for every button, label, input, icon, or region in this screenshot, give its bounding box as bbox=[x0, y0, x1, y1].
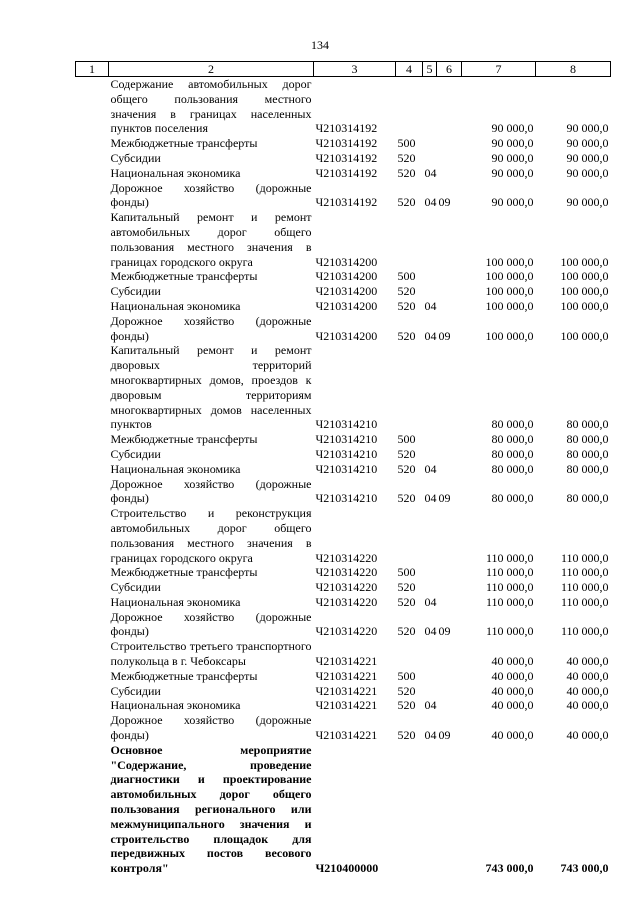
table-row bbox=[76, 210, 611, 269]
row-expense-type: 520 bbox=[397, 150, 416, 165]
index-cell bbox=[76, 343, 109, 432]
row-section bbox=[423, 565, 437, 580]
table-row bbox=[76, 181, 611, 211]
index-cell bbox=[76, 166, 109, 181]
row-amount-1: 90 000,0 bbox=[491, 136, 534, 151]
row-section bbox=[423, 447, 437, 462]
row-section bbox=[423, 684, 437, 699]
index-cell bbox=[76, 743, 109, 876]
row-target-code: Ч210314192 bbox=[315, 136, 378, 151]
index-cell bbox=[76, 181, 109, 211]
row-expense-type: 520 bbox=[397, 165, 416, 180]
row-amount-2: 40 000,0 bbox=[566, 683, 609, 698]
row-amount-2: 110 000,0 bbox=[560, 594, 609, 609]
row-section: 04 bbox=[424, 728, 437, 743]
index-cell bbox=[76, 284, 109, 299]
row-amount-1: 100 000,0 bbox=[485, 284, 534, 299]
row-target-code: Ч210314200 bbox=[315, 269, 378, 284]
row-target-code: Ч210314220 bbox=[315, 624, 378, 639]
row-target-code: Ч210314221 bbox=[315, 654, 378, 669]
row-amount-1: 110 000,0 bbox=[485, 580, 534, 595]
row-expense-type bbox=[396, 743, 423, 876]
row-section bbox=[423, 639, 437, 669]
row-section: 04 bbox=[424, 698, 437, 713]
table-row bbox=[76, 610, 611, 640]
row-expense-type: 500 bbox=[397, 269, 416, 284]
row-amount-1: 110 000,0 bbox=[485, 565, 534, 580]
table-row bbox=[76, 506, 611, 565]
row-subsection: 09 bbox=[438, 328, 451, 343]
table-row bbox=[76, 698, 611, 713]
row-subsection bbox=[437, 698, 462, 713]
row-amount-2: 90 000,0 bbox=[566, 150, 609, 165]
row-subsection bbox=[437, 284, 462, 299]
row-amount-1: 110 000,0 bbox=[485, 594, 534, 609]
row-expense-type: 520 bbox=[397, 284, 416, 299]
row-amount-2: 80 000,0 bbox=[566, 417, 609, 432]
row-section: 04 bbox=[424, 461, 437, 476]
row-section bbox=[423, 743, 437, 876]
row-name: Субсидии bbox=[110, 446, 161, 461]
table-row bbox=[76, 432, 611, 447]
row-name: Субсидии bbox=[110, 284, 161, 299]
row-expense-type bbox=[396, 210, 423, 269]
row-target-code: Ч210314220 bbox=[315, 565, 378, 580]
row-subsection bbox=[437, 299, 462, 314]
row-name: Межбюджетные трансферты bbox=[110, 136, 258, 151]
table-header-row bbox=[76, 62, 611, 77]
row-amount-1: 80 000,0 bbox=[491, 417, 534, 432]
row-amount-2: 40 000,0 bbox=[566, 654, 609, 669]
row-amount-1: 40 000,0 bbox=[491, 683, 534, 698]
row-section bbox=[423, 77, 437, 137]
row-amount-1: 100 000,0 bbox=[485, 254, 534, 269]
page-number: 134 bbox=[311, 38, 329, 52]
row-target-code: Ч210314192 bbox=[315, 195, 378, 210]
header-col-4: 4 bbox=[396, 62, 423, 77]
table-body bbox=[76, 77, 611, 877]
index-cell bbox=[76, 698, 109, 713]
row-target-code: Ч210314210 bbox=[315, 446, 378, 461]
row-subsection: 09 bbox=[438, 728, 451, 743]
row-amount-1: 80 000,0 bbox=[491, 461, 534, 476]
row-amount-2: 80 000,0 bbox=[566, 491, 609, 506]
row-name: Субсидии bbox=[110, 683, 161, 698]
header-col-1: 1 bbox=[76, 62, 109, 77]
row-target-code: Ч210314220 bbox=[315, 550, 378, 565]
row-name: Дорожное хозяйство (дорожные фонды) bbox=[110, 476, 312, 506]
index-cell bbox=[76, 447, 109, 462]
row-amount-1: 743 000,0 bbox=[485, 861, 534, 876]
row-name: Субсидии bbox=[110, 150, 161, 165]
row-subsection bbox=[437, 669, 462, 684]
table-row bbox=[76, 269, 611, 284]
row-subsection bbox=[437, 506, 462, 565]
table-row bbox=[76, 477, 611, 507]
row-amount-2: 110 000,0 bbox=[560, 565, 609, 580]
row-target-code: Ч210314210 bbox=[315, 491, 378, 506]
row-amount-2: 100 000,0 bbox=[560, 254, 609, 269]
row-section bbox=[423, 343, 437, 432]
index-cell bbox=[76, 151, 109, 166]
row-name: Капитальный ремонт и ремонт автомобильных дорог общего пользования местного значения в границах городского округа bbox=[110, 210, 312, 269]
row-subsection bbox=[437, 432, 462, 447]
row-amount-2: 40 000,0 bbox=[566, 728, 609, 743]
table-row bbox=[76, 639, 611, 669]
row-name: Национальная экономика bbox=[110, 594, 241, 609]
row-section bbox=[423, 210, 437, 269]
table-row bbox=[76, 595, 611, 610]
row-amount-2: 90 000,0 bbox=[566, 195, 609, 210]
index-cell bbox=[76, 713, 109, 743]
row-amount-1: 100 000,0 bbox=[485, 269, 534, 284]
index-cell bbox=[76, 462, 109, 477]
table-row bbox=[76, 565, 611, 580]
row-subsection bbox=[437, 77, 462, 137]
row-amount-1: 100 000,0 bbox=[485, 328, 534, 343]
row-expense-type: 520 bbox=[397, 298, 416, 313]
row-subsection bbox=[437, 462, 462, 477]
index-cell bbox=[76, 77, 109, 137]
row-section: 04 bbox=[424, 491, 437, 506]
row-subsection: 09 bbox=[438, 624, 451, 639]
row-expense-type: 520 bbox=[397, 491, 416, 506]
row-name: Межбюджетные трансферты bbox=[110, 269, 258, 284]
row-target-code: Ч210314220 bbox=[315, 594, 378, 609]
row-expense-type: 500 bbox=[397, 136, 416, 151]
row-amount-1: 40 000,0 bbox=[491, 728, 534, 743]
row-name: Основное мероприятие "Содержание, проведение диагностики и проектирование автомобильных дорог общего пользования регионального или межмуниципального значения и строительство площадок для передвижных постов весового контроля" bbox=[110, 742, 312, 876]
row-name: Субсидии bbox=[110, 580, 161, 595]
row-subsection bbox=[437, 684, 462, 699]
table-row bbox=[76, 136, 611, 151]
row-amount-2: 110 000,0 bbox=[560, 624, 609, 639]
index-cell bbox=[76, 432, 109, 447]
row-subsection bbox=[437, 639, 462, 669]
row-expense-type: 520 bbox=[397, 698, 416, 713]
row-subsection: 09 bbox=[438, 491, 451, 506]
row-expense-type bbox=[396, 77, 423, 137]
index-cell bbox=[76, 684, 109, 699]
row-target-code: Ч210314192 bbox=[315, 150, 378, 165]
row-amount-1: 90 000,0 bbox=[491, 150, 534, 165]
row-section: 04 bbox=[424, 298, 437, 313]
index-cell bbox=[76, 595, 109, 610]
row-amount-1: 80 000,0 bbox=[491, 491, 534, 506]
row-expense-type: 520 bbox=[397, 580, 416, 595]
row-amount-2: 80 000,0 bbox=[566, 432, 609, 447]
row-name: Строительство и реконструкция автомобильных дорог общего пользования местного значения в границах городского округа bbox=[110, 506, 312, 565]
row-amount-1: 100 000,0 bbox=[485, 298, 534, 313]
row-name: Национальная экономика bbox=[110, 698, 241, 713]
row-amount-1: 80 000,0 bbox=[491, 446, 534, 461]
row-subsection bbox=[437, 743, 462, 876]
row-amount-2: 90 000,0 bbox=[566, 136, 609, 151]
row-section bbox=[423, 506, 437, 565]
row-target-code: Ч210400000 bbox=[315, 861, 379, 876]
row-section: 04 bbox=[424, 195, 437, 210]
header-col-6: 6 bbox=[437, 62, 462, 77]
row-expense-type: 520 bbox=[397, 624, 416, 639]
row-amount-1: 90 000,0 bbox=[491, 195, 534, 210]
row-expense-type: 520 bbox=[397, 728, 416, 743]
row-amount-2: 40 000,0 bbox=[566, 698, 609, 713]
table-row bbox=[76, 299, 611, 314]
row-target-code: Ч210314221 bbox=[315, 668, 378, 683]
index-cell bbox=[76, 269, 109, 284]
row-section bbox=[423, 269, 437, 284]
row-target-code: Ч210314210 bbox=[315, 417, 378, 432]
row-name: Межбюджетные трансферты bbox=[110, 565, 258, 580]
row-subsection bbox=[437, 343, 462, 432]
row-amount-2: 90 000,0 bbox=[566, 121, 609, 136]
table-row bbox=[76, 343, 611, 432]
row-target-code: Ч210314200 bbox=[315, 328, 378, 343]
table-row bbox=[76, 166, 611, 181]
row-amount-2: 100 000,0 bbox=[560, 284, 609, 299]
row-section bbox=[423, 284, 437, 299]
row-expense-type: 520 bbox=[397, 446, 416, 461]
row-name: Дорожное хозяйство (дорожные фонды) bbox=[110, 180, 312, 210]
row-section: 04 bbox=[424, 328, 437, 343]
row-target-code: Ч210314221 bbox=[315, 683, 378, 698]
index-cell bbox=[76, 314, 109, 344]
index-cell bbox=[76, 639, 109, 669]
index-cell bbox=[76, 506, 109, 565]
row-expense-type: 500 bbox=[397, 432, 416, 447]
row-target-code: Ч210314192 bbox=[315, 165, 378, 180]
row-amount-1: 40 000,0 bbox=[491, 668, 534, 683]
row-subsection bbox=[437, 595, 462, 610]
index-cell bbox=[76, 136, 109, 151]
header-col-7: 7 bbox=[462, 62, 536, 77]
row-name: Межбюджетные трансферты bbox=[110, 432, 258, 447]
row-name: Дорожное хозяйство (дорожные фонды) bbox=[110, 609, 312, 639]
row-section bbox=[423, 580, 437, 595]
budget-table bbox=[75, 61, 611, 876]
row-name: Дорожное хозяйство (дорожные фонды) bbox=[110, 313, 312, 343]
row-amount-1: 90 000,0 bbox=[491, 121, 534, 136]
row-amount-2: 40 000,0 bbox=[566, 668, 609, 683]
row-expense-type bbox=[396, 506, 423, 565]
header-col-2: 2 bbox=[109, 62, 314, 77]
row-amount-2: 100 000,0 bbox=[560, 269, 609, 284]
row-target-code: Ч210314192 bbox=[315, 121, 378, 136]
row-amount-2: 110 000,0 bbox=[560, 580, 609, 595]
row-expense-type: 520 bbox=[397, 594, 416, 609]
row-name: Национальная экономика bbox=[110, 165, 241, 180]
index-cell bbox=[76, 210, 109, 269]
row-amount-2: 100 000,0 bbox=[560, 328, 609, 343]
row-expense-type: 500 bbox=[397, 565, 416, 580]
index-cell bbox=[76, 610, 109, 640]
row-name: Строительство третьего транспортного полукольца в г. Чебоксары bbox=[110, 639, 312, 669]
table-row bbox=[76, 743, 611, 876]
index-cell bbox=[76, 565, 109, 580]
row-subsection bbox=[437, 580, 462, 595]
row-amount-2: 100 000,0 bbox=[560, 298, 609, 313]
table-row bbox=[76, 314, 611, 344]
row-section bbox=[423, 151, 437, 166]
row-name: Капитальный ремонт и ремонт дворовых территорий многоквартирных домов, проездов к дворовым территориям многоквартирных домов населенных пунктов bbox=[110, 343, 312, 432]
row-amount-2: 110 000,0 bbox=[560, 550, 609, 565]
row-subsection bbox=[437, 166, 462, 181]
row-name: Национальная экономика bbox=[110, 298, 241, 313]
row-expense-type: 520 bbox=[397, 195, 416, 210]
table-row bbox=[76, 462, 611, 477]
header-col-3: 3 bbox=[314, 62, 396, 77]
row-expense-type: 520 bbox=[397, 328, 416, 343]
row-target-code: Ч210314200 bbox=[315, 298, 378, 313]
row-name: Дорожное хозяйство (дорожные фонды) bbox=[110, 713, 312, 743]
row-section: 04 bbox=[424, 594, 437, 609]
row-section: 04 bbox=[424, 624, 437, 639]
row-target-code: Ч210314220 bbox=[315, 580, 378, 595]
table-row bbox=[76, 669, 611, 684]
row-name: Национальная экономика bbox=[110, 461, 241, 476]
table-row bbox=[76, 713, 611, 743]
header-col-5: 5 bbox=[423, 62, 437, 77]
row-subsection bbox=[437, 565, 462, 580]
table-row bbox=[76, 447, 611, 462]
row-expense-type bbox=[396, 639, 423, 669]
row-expense-type: 520 bbox=[397, 683, 416, 698]
row-subsection: 09 bbox=[438, 195, 451, 210]
row-section bbox=[423, 432, 437, 447]
row-subsection bbox=[437, 210, 462, 269]
row-section bbox=[423, 669, 437, 684]
index-cell bbox=[76, 580, 109, 595]
table-row bbox=[76, 284, 611, 299]
table-row bbox=[76, 684, 611, 699]
row-expense-type bbox=[396, 343, 423, 432]
row-amount-1: 40 000,0 bbox=[491, 698, 534, 713]
index-cell bbox=[76, 669, 109, 684]
row-subsection bbox=[437, 151, 462, 166]
header-col-8: 8 bbox=[536, 62, 611, 77]
row-section bbox=[423, 136, 437, 151]
row-subsection bbox=[437, 136, 462, 151]
table-row bbox=[76, 580, 611, 595]
row-amount-1: 90 000,0 bbox=[491, 165, 534, 180]
row-target-code: Ч210314200 bbox=[315, 254, 378, 269]
row-target-code: Ч210314210 bbox=[315, 432, 378, 447]
row-amount-1: 110 000,0 bbox=[485, 624, 534, 639]
row-amount-2: 90 000,0 bbox=[566, 165, 609, 180]
row-amount-1: 40 000,0 bbox=[491, 654, 534, 669]
row-subsection bbox=[437, 447, 462, 462]
row-expense-type: 520 bbox=[397, 461, 416, 476]
row-amount-2: 743 000,0 bbox=[560, 861, 609, 876]
row-amount-1: 80 000,0 bbox=[491, 432, 534, 447]
row-target-code: Ч210314221 bbox=[315, 728, 378, 743]
row-name: Межбюджетные трансферты bbox=[110, 668, 258, 683]
row-amount-2: 80 000,0 bbox=[566, 461, 609, 476]
row-target-code: Ч210314200 bbox=[315, 284, 378, 299]
row-amount-1: 110 000,0 bbox=[485, 550, 534, 565]
row-expense-type: 500 bbox=[397, 668, 416, 683]
row-target-code: Ч210314221 bbox=[315, 698, 378, 713]
row-section: 04 bbox=[424, 165, 437, 180]
index-cell bbox=[76, 299, 109, 314]
table-row bbox=[76, 77, 611, 137]
row-target-code: Ч210314210 bbox=[315, 461, 378, 476]
row-amount-2: 80 000,0 bbox=[566, 446, 609, 461]
index-cell bbox=[76, 477, 109, 507]
row-subsection bbox=[437, 269, 462, 284]
row-name: Содержание автомобильных дорог общего пользования местного значения в границах населенных пунктов поселения bbox=[110, 77, 312, 136]
table-row bbox=[76, 151, 611, 166]
